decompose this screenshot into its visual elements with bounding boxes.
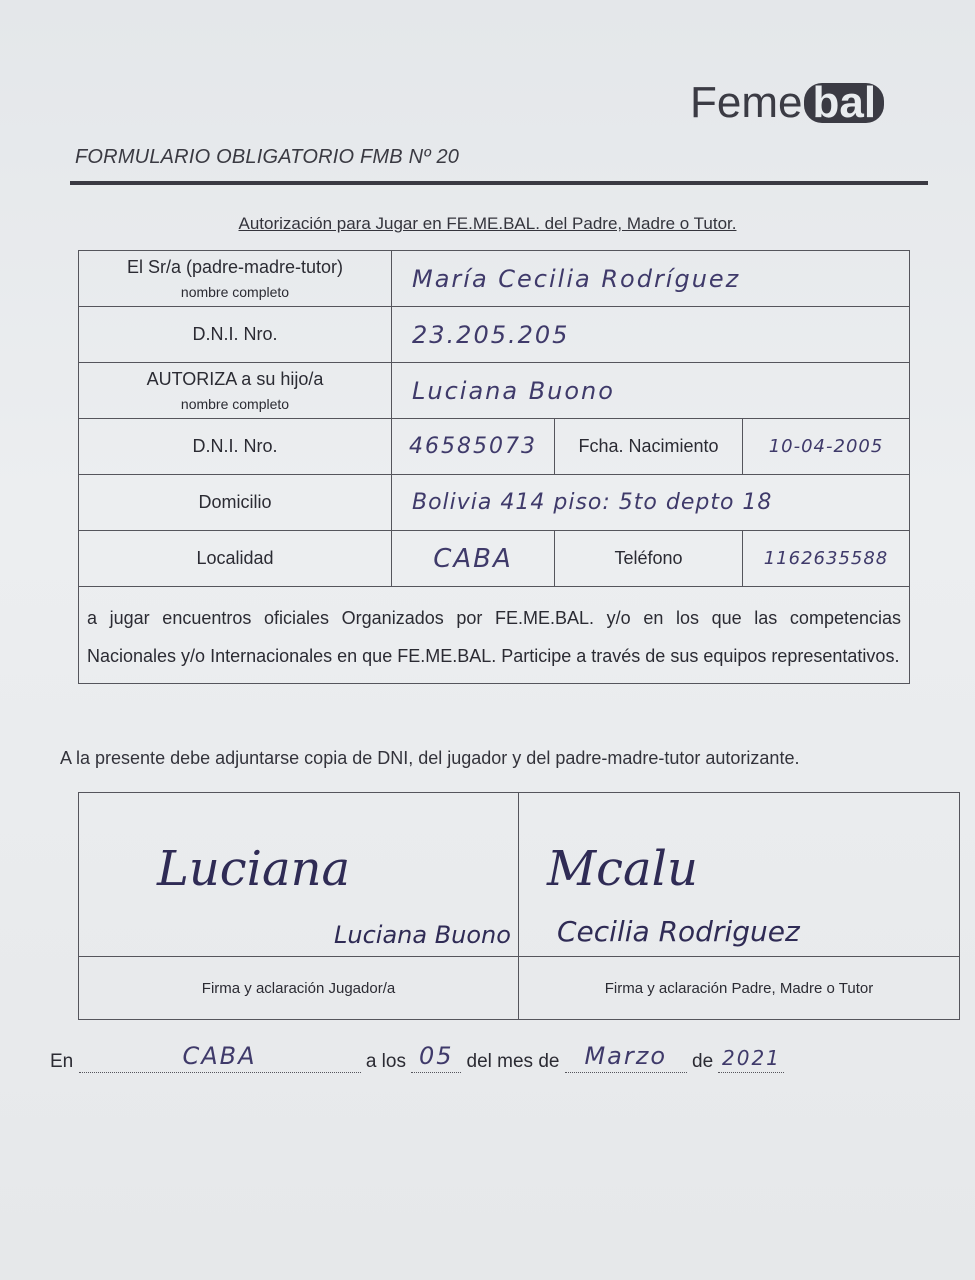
attachment-note: A la presente debe adjuntarse copia de DNI, del jugador y del padre-madre-tutor autorizante. bbox=[60, 748, 800, 768]
dni2-label: D.N.I. Nro. bbox=[79, 419, 392, 474]
localidad-field[interactable]: CABA bbox=[392, 531, 555, 586]
player-signature: Luciana bbox=[157, 841, 351, 897]
child-name-field[interactable]: Luciana Buono bbox=[412, 376, 615, 405]
birth-date-field[interactable]: 10-04-2005 bbox=[768, 436, 884, 457]
player-clarification: Luciana Buono bbox=[334, 921, 511, 949]
authorization-paragraph: a jugar encuentros oficiales Organizados por FE.ME.BAL. y/o en los que las competencias Nacionales y/o Internacionales en que FE.ME.BAL. Participe a través de sus equipos representativos. bbox=[87, 608, 901, 666]
localidad-label: Localidad bbox=[79, 531, 392, 586]
domicilio-field[interactable]: Bolivia 414 piso: 5to depto 18 bbox=[412, 490, 773, 515]
localidad-row bbox=[79, 531, 909, 587]
birth-label: Fcha. Nacimiento bbox=[555, 419, 743, 474]
header-divider bbox=[70, 181, 928, 185]
autoriza-label-cell bbox=[79, 363, 392, 418]
month-field[interactable]: Marzo bbox=[565, 1050, 687, 1073]
form-title: FORMULARIO OBLIGATORIO FMB Nº 20 bbox=[75, 146, 460, 168]
tutor-label-cell bbox=[79, 251, 392, 306]
tutor-signature-box[interactable] bbox=[519, 793, 959, 956]
form-subtitle: Autorización para Jugar en FE.ME.BAL. del Padre, Madre o Tutor. bbox=[238, 214, 737, 233]
domicilio-row bbox=[79, 475, 909, 531]
day-field[interactable]: 05 bbox=[411, 1050, 461, 1073]
date-place-line bbox=[50, 1042, 784, 1073]
tutor-signature-label: Firma y aclaración Padre, Madre o Tutor bbox=[604, 979, 874, 997]
telefono-field[interactable]: 1162635588 bbox=[763, 548, 889, 569]
logo-badge: bal bbox=[804, 83, 884, 123]
tutor-row bbox=[79, 251, 909, 307]
tutor-dni-row bbox=[79, 307, 909, 363]
mes-label: del mes de bbox=[466, 1051, 560, 1072]
city-field[interactable]: CABA bbox=[79, 1050, 361, 1073]
tutor-dni-field[interactable]: 23.205.205 bbox=[412, 320, 570, 349]
tutor-signature: Mcalu bbox=[547, 841, 698, 897]
tutor-clarification: Cecilia Rodriguez bbox=[557, 915, 800, 948]
tutor-label: El Sr/a (padre-madre-tutor) bbox=[126, 257, 344, 277]
telefono-label: Teléfono bbox=[555, 531, 743, 586]
child-dni-row bbox=[79, 419, 909, 475]
signature-table bbox=[78, 792, 960, 1020]
player-signature-box[interactable] bbox=[79, 793, 519, 956]
femebal-logo bbox=[690, 78, 884, 128]
autoriza-sublabel: nombre completo bbox=[180, 396, 290, 412]
en-label: En bbox=[50, 1051, 74, 1072]
de-label: de bbox=[692, 1051, 714, 1072]
tutor-name-field[interactable]: María Cecilia Rodríguez bbox=[412, 264, 741, 293]
a-los-label: a los bbox=[365, 1051, 406, 1072]
dni-label: D.N.I. Nro. bbox=[79, 307, 392, 362]
child-row bbox=[79, 363, 909, 419]
logo-text: Feme bbox=[690, 78, 803, 127]
authorization-table bbox=[78, 250, 910, 684]
player-signature-label: Firma y aclaración Jugador/a bbox=[79, 957, 519, 1019]
child-dni-field[interactable]: 46585073 bbox=[392, 419, 555, 474]
year-field[interactable]: 2021 bbox=[718, 1050, 784, 1073]
domicilio-label: Domicilio bbox=[79, 475, 392, 530]
autoriza-label: AUTORIZA a su hijo/a bbox=[146, 369, 324, 389]
tutor-sublabel: nombre completo bbox=[180, 284, 290, 300]
